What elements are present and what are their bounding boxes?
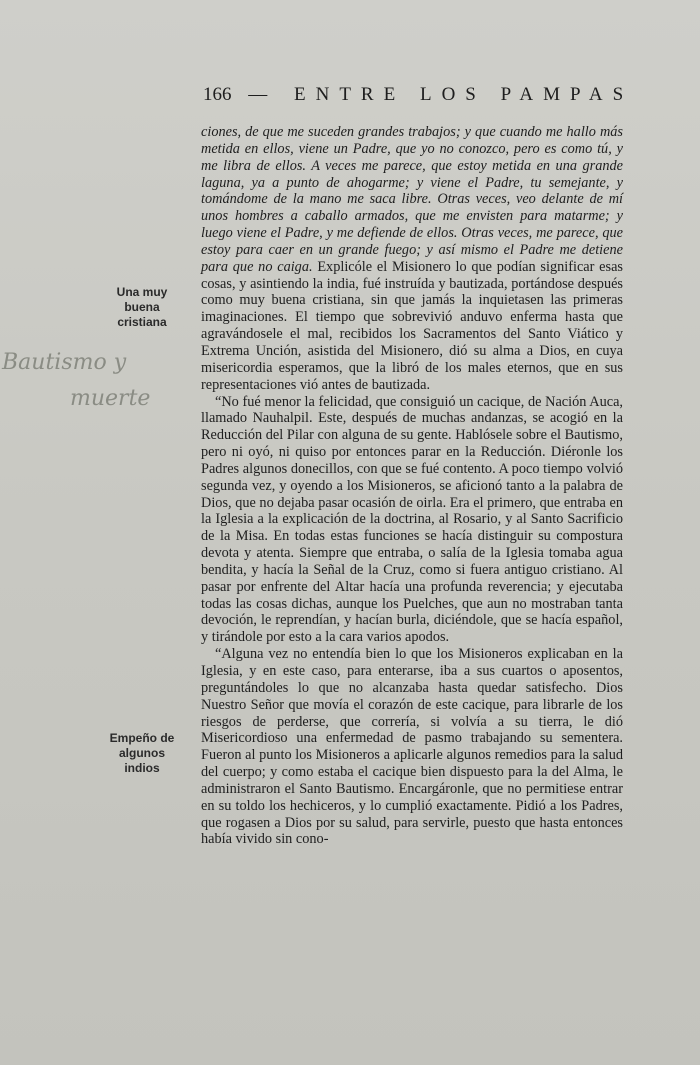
page-number: 166 [203, 84, 232, 105]
margin-note-buena-cristiana: Una muy buena cristiana [116, 285, 168, 329]
paragraph-1 [201, 124, 623, 394]
handwritten-line-1: Bautismo y [2, 350, 127, 375]
running-title: ENTRE LOS PAMPAS [294, 84, 634, 105]
margin-note-empeno-indios: Empeño de algunos indios [109, 731, 175, 775]
paragraph-3: “Alguna vez no entendía bien lo que los Misioneros explicaban en la Iglesia, y en este caso, para enterarse, iba a sus cuartos o aposentos, preguntándoles lo que no alcanzaba hasta quedar satisfecho. Dios Nuestro Señor que movía el corazón de este cacique, para librarle de los riesgos de perderse, que correría, si volvía a su tierra, le dió Misericordioso una enfermedad de pasmo trabajando su sementera. Fueron al punto los Misioneros a aplicarle algunos remedios para la salud del cuerpo; y como estaba el cacique bien dispuesto para la del Alma, le administraron el Santo Bautismo. Encargáronle, que no permitiese entrar en su toldo los hechiceros, y lo cumplió exactamente. Pidió a los Padres, que rogasen a Dios por su salud, para servirle, puesto que hasta entonces había vivido sin cono- [201, 646, 623, 848]
paragraph-2: “No fué menor la felicidad, que consiguió un cacique, de Nación Auca, llamado Nauhalpil. Este, después de muchas andanzas, se acogió en la Reducción del Pilar con alguna de su gente. Hablósele sobre el Bautismo, pero ni oyó, ni quiso por entonces parar en la Reducción. Diéronle los Padres algunos donecillos, con que se fué contento. A poco tiempo volvió segunda vez, y oyendo a los Misioneros, se aficionó tanto a la palabra de Dios, que no dejaba pasar ocasión de oirla. Era el primero, que entraba en la Iglesia a la explicación de la doctrina, al Rosario, y al Santo Sacrificio de la Misa. En todas estas funciones se hacía distinguir su compostura devota y atenta. Siempre que entraba, o salía de la Iglesia tomaba agua bendita, y hacía la Señal de la Cruz, como si fuera antiguo cristiano. Al pasar por enfrente del Altar hacía una profunda reverencia; y ejecutaba todas las cosas dichas, aunque los Puelches, que aun no mostraban tanta devoción, le reprendían, y hacían burla, diciéndole, que se hacía español, y tirándole por esto a la cara varios apodos. [201, 393, 623, 646]
header-dash: — [248, 84, 268, 105]
handwritten-line-2: muerte [70, 386, 151, 411]
handwritten-annotation [0, 345, 170, 417]
paragraph-1-text: Explicóle el Misionero lo que podían significar esas cosas, y asintiendo la india, fué instruída y bautizada, portándose después como muy buena cristiana, sin que jamás la inquietasen las primeras imaginaciones. El tiempo que sobrevivió anduvo enferma hasta que agravándosele el mal, recibidos los Sacramentos del Santo Viático y Extrema Unción, asistida del Misionero, dió su alma a Dios, en cuya misericordia esperamos, que la libró de los males eternos, que en sus representaciones vió antes de bautizada. [201, 258, 623, 393]
running-header [203, 84, 643, 106]
paragraph-1-italic: ciones, de que me suceden grandes trabajos; y que cuando me hallo más metida en ellos, viene un Padre, que yo no conozco, pero es como tú, y me libra de ellos. A veces me parece, que estoy metida en una grande laguna, ya a punto de ahogarme; y viene el Padre, tu semejante, y tomándome de la mano me saca libre. Otras veces, veo delante de mí unos hombres a caballo armados, que me envisten para matarme; y luego viene el Padre, y me defiende de ellos. Otras veces, me parece, que estoy para caer en un grande fuego; y así mismo el Padre me detiene para que no caiga. [201, 124, 623, 275]
body-text [201, 124, 623, 848]
